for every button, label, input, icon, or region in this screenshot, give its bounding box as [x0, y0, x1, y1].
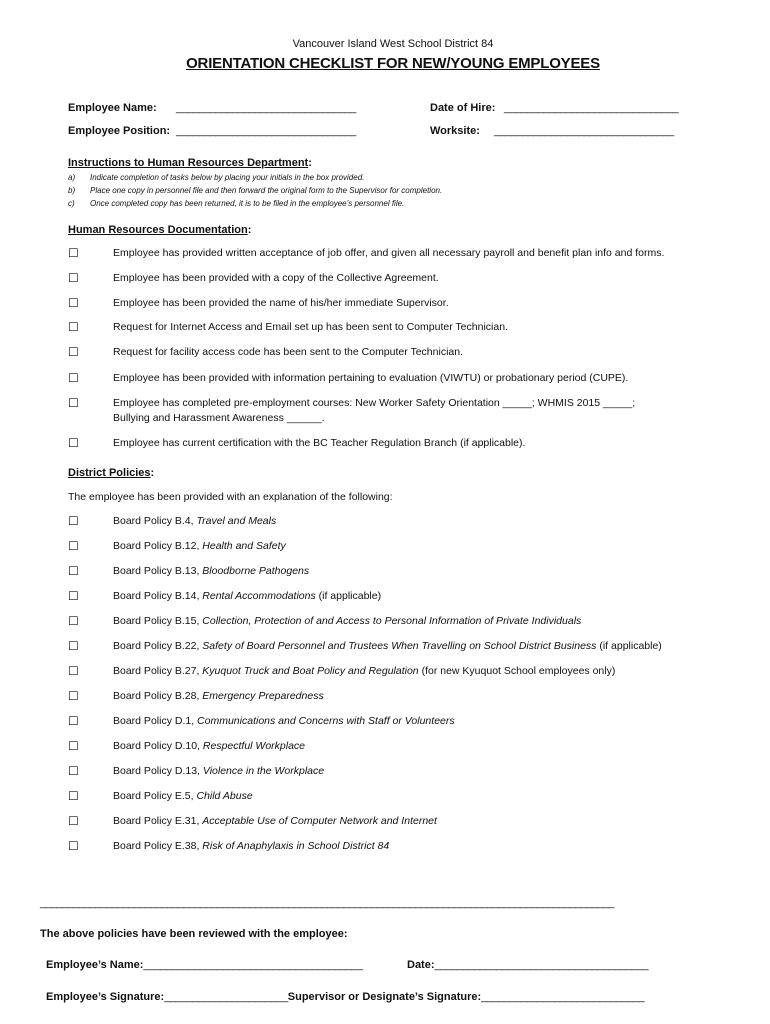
policy-code: Board Policy B.27,	[113, 665, 203, 677]
hr-check-text: Employee has current certification with the BC Teacher Regulation Branch (if applicable).	[113, 437, 526, 449]
policy-text	[113, 714, 753, 729]
policy-text	[113, 564, 753, 579]
employee-position-label: Employee Position:	[68, 125, 171, 137]
hr-check-text: Employee has been provided with a copy of the Collective Agreement.	[113, 272, 439, 284]
instruction-item	[68, 171, 364, 184]
checkbox[interactable]: ☐	[68, 714, 79, 728]
instruction-text: Place one copy in personnel file and then forward the original form to the Supervisor for completion.	[90, 186, 443, 195]
instruction-item	[68, 197, 404, 210]
policy-text	[113, 764, 753, 779]
policy-note: (if applicable)	[315, 590, 382, 602]
instructions-heading-text: Instructions to Human Resources Department	[68, 157, 309, 169]
hr-documentation-heading	[68, 224, 251, 236]
date-of-hire-label: Date of Hire:	[430, 102, 496, 114]
worksite-line[interactable]: ________________________________	[494, 125, 674, 137]
policy-note: (for new Kyuquot School employees only)	[418, 665, 616, 677]
checkbox[interactable]: ☐	[68, 320, 79, 334]
policy-name: Child Abuse	[196, 790, 253, 802]
hr-check-text-line2: Bullying and Harassment Awareness ______.	[113, 412, 325, 424]
instructions-heading	[68, 157, 312, 169]
policy-name: Safety of Board Personnel and Trustees When Travelling on School District Business	[202, 640, 597, 652]
checkbox[interactable]: ☐	[68, 839, 79, 853]
policy-name: Kyuquot Truck and Boat Policy and Regulation	[202, 665, 419, 677]
district-policies-heading	[68, 467, 154, 479]
checkbox[interactable]: ☐	[68, 345, 79, 359]
checkbox[interactable]: ☐	[68, 789, 79, 803]
policy-code: Board Policy B.22,	[113, 640, 203, 652]
instruction-text: Indicate completion of tasks below by placing your initials in the box provided.	[90, 173, 365, 182]
policy-name: Bloodborne Pathogens	[202, 565, 310, 577]
checkbox[interactable]: ☐	[68, 589, 79, 603]
policy-text	[113, 639, 753, 654]
instruction-marker: c)	[68, 199, 75, 208]
checkbox[interactable]: ☐	[68, 246, 79, 260]
policy-text	[113, 664, 753, 679]
checkbox[interactable]: ☐	[68, 396, 79, 410]
date-of-hire-field[interactable]	[430, 102, 678, 114]
hr-check-text	[113, 396, 753, 426]
hr-check-text: Request for facility access code has been sent to the Computer Technician.	[113, 346, 464, 358]
policy-code: Board Policy B.13,	[113, 565, 203, 577]
hr-check-text: Employee has been provided with information pertaining to evaluation (VIWTU) or probationary period (CUPE).	[113, 372, 629, 384]
checkbox[interactable]: ☐	[68, 814, 79, 828]
instruction-marker: b)	[68, 186, 76, 195]
employee-signature-label: Employee’s Signature:	[46, 991, 165, 1003]
policy-text	[113, 514, 753, 529]
hr-documentation-heading-text: Human Resources Documentation	[68, 224, 248, 236]
policy-code: Board Policy B.28,	[113, 690, 203, 702]
footer-employee-name-line[interactable]: _______________________________________	[143, 959, 363, 971]
supervisor-signature-line[interactable]: _____________________________	[481, 991, 645, 1003]
policy-text	[113, 589, 753, 604]
checkbox[interactable]: ☐	[68, 514, 79, 528]
employee-name-line[interactable]: ________________________________	[176, 102, 356, 114]
footer-date-label: Date:	[407, 959, 435, 971]
hr-documentation-heading-suffix: :	[247, 224, 252, 236]
page-title: ORIENTATION CHECKLIST FOR NEW/YOUNG EMPLOYEES	[186, 55, 600, 72]
hr-check-text: Employee has provided written acceptance of job offer, and given all necessary payroll and benefit plan info and forms.	[113, 247, 665, 259]
policy-name: Acceptable Use of Computer Network and Internet	[202, 815, 437, 827]
policy-code: Board Policy E.38,	[113, 840, 203, 852]
checkbox[interactable]: ☐	[68, 664, 79, 678]
worksite-label: Worksite:	[430, 125, 480, 137]
checkbox[interactable]: ☐	[68, 371, 79, 385]
checkbox[interactable]: ☐	[68, 564, 79, 578]
policy-text	[113, 739, 753, 754]
employee-name-field[interactable]	[68, 102, 356, 114]
date-of-hire-line[interactable]: _______________________________	[504, 102, 679, 114]
checkbox[interactable]: ☐	[68, 271, 79, 285]
employee-position-field[interactable]	[68, 125, 356, 137]
policy-text	[113, 539, 753, 554]
policy-name: Communications and Concerns with Staff or Volunteers	[197, 715, 455, 727]
employee-name-label: Employee Name:	[68, 102, 157, 114]
district-policies-intro: The employee has been provided with an explanation of the following:	[68, 491, 393, 503]
policy-code: Board Policy D.1,	[113, 715, 198, 727]
policy-name: Risk of Anaphylaxis in School District 84	[202, 840, 390, 852]
hr-check-text: Request for Internet Access and Email set up has been sent to Computer Technician.	[113, 321, 508, 333]
checkbox[interactable]: ☐	[68, 764, 79, 778]
divider-rule: ________________________________________________________________________________________________________	[40, 897, 614, 909]
policy-code: Board Policy B.12,	[113, 540, 203, 552]
footer-employee-name-label: Employee’s Name:	[46, 959, 144, 971]
instruction-text: Once completed copy has been returned, it is to be filed in the employee’s personnel file.	[90, 199, 405, 208]
worksite-field[interactable]	[430, 125, 674, 137]
employee-position-line[interactable]: ________________________________	[176, 125, 356, 137]
policy-name: Violence in the Workplace	[202, 765, 325, 777]
employee-signature-field[interactable]	[46, 991, 644, 1003]
footer-date-line[interactable]: ______________________________________	[434, 959, 648, 971]
policy-text	[113, 789, 753, 804]
checkbox[interactable]: ☐	[68, 739, 79, 753]
policy-name: Health and Safety	[202, 540, 286, 552]
policy-name: Collection, Protection of and Access to Personal Information of Private Individuals	[202, 615, 582, 627]
instruction-item	[68, 184, 442, 197]
hr-check-text: Employee has been provided the name of his/her immediate Supervisor.	[113, 297, 449, 309]
policy-code: Board Policy D.13,	[113, 765, 203, 777]
policies-reviewed-statement: The above policies have been reviewed with the employee:	[40, 928, 348, 940]
policy-code: Board Policy B.4,	[113, 515, 197, 527]
policy-name: Travel and Meals	[196, 515, 277, 527]
policy-text	[113, 839, 753, 854]
policy-note: (if applicable)	[596, 640, 662, 652]
employee-signature-line[interactable]: ______________________	[164, 991, 288, 1003]
district-name: Vancouver Island West School District 84	[292, 38, 494, 50]
policy-text	[113, 614, 753, 629]
policy-name: Respectful Workplace	[202, 740, 306, 752]
policy-text	[113, 814, 753, 829]
checkbox[interactable]: ☐	[68, 614, 79, 628]
hr-check-text-line1: Employee has completed pre-employment courses: New Worker Safety Orientation _____; WHMIS 2015 _____;	[113, 397, 636, 409]
policy-code: Board Policy B.14,	[113, 590, 203, 602]
supervisor-signature-label: Supervisor or Designate’s Signature:	[287, 991, 482, 1003]
district-policies-heading-text: District Policies	[68, 467, 151, 479]
checkbox[interactable]: ☐	[68, 689, 79, 703]
policy-code: Board Policy E.5,	[113, 790, 197, 802]
policy-code: Board Policy E.31,	[113, 815, 203, 827]
policy-text	[113, 689, 753, 704]
checkbox[interactable]: ☐	[68, 539, 79, 553]
policy-code: Board Policy B.15,	[113, 615, 203, 627]
instructions-heading-suffix: :	[308, 157, 312, 169]
policy-name: Emergency Preparedness	[202, 690, 324, 702]
policy-name: Rental Accommodations	[202, 590, 316, 602]
footer-date-field[interactable]	[407, 959, 648, 971]
checkbox[interactable]: ☐	[68, 296, 79, 310]
policy-code: Board Policy D.10,	[113, 740, 203, 752]
district-policies-heading-suffix: :	[150, 467, 155, 479]
checkbox[interactable]: ☐	[68, 436, 79, 450]
footer-employee-name-field[interactable]	[46, 959, 363, 971]
checkbox[interactable]: ☐	[68, 639, 79, 653]
instruction-marker: a)	[68, 173, 76, 182]
